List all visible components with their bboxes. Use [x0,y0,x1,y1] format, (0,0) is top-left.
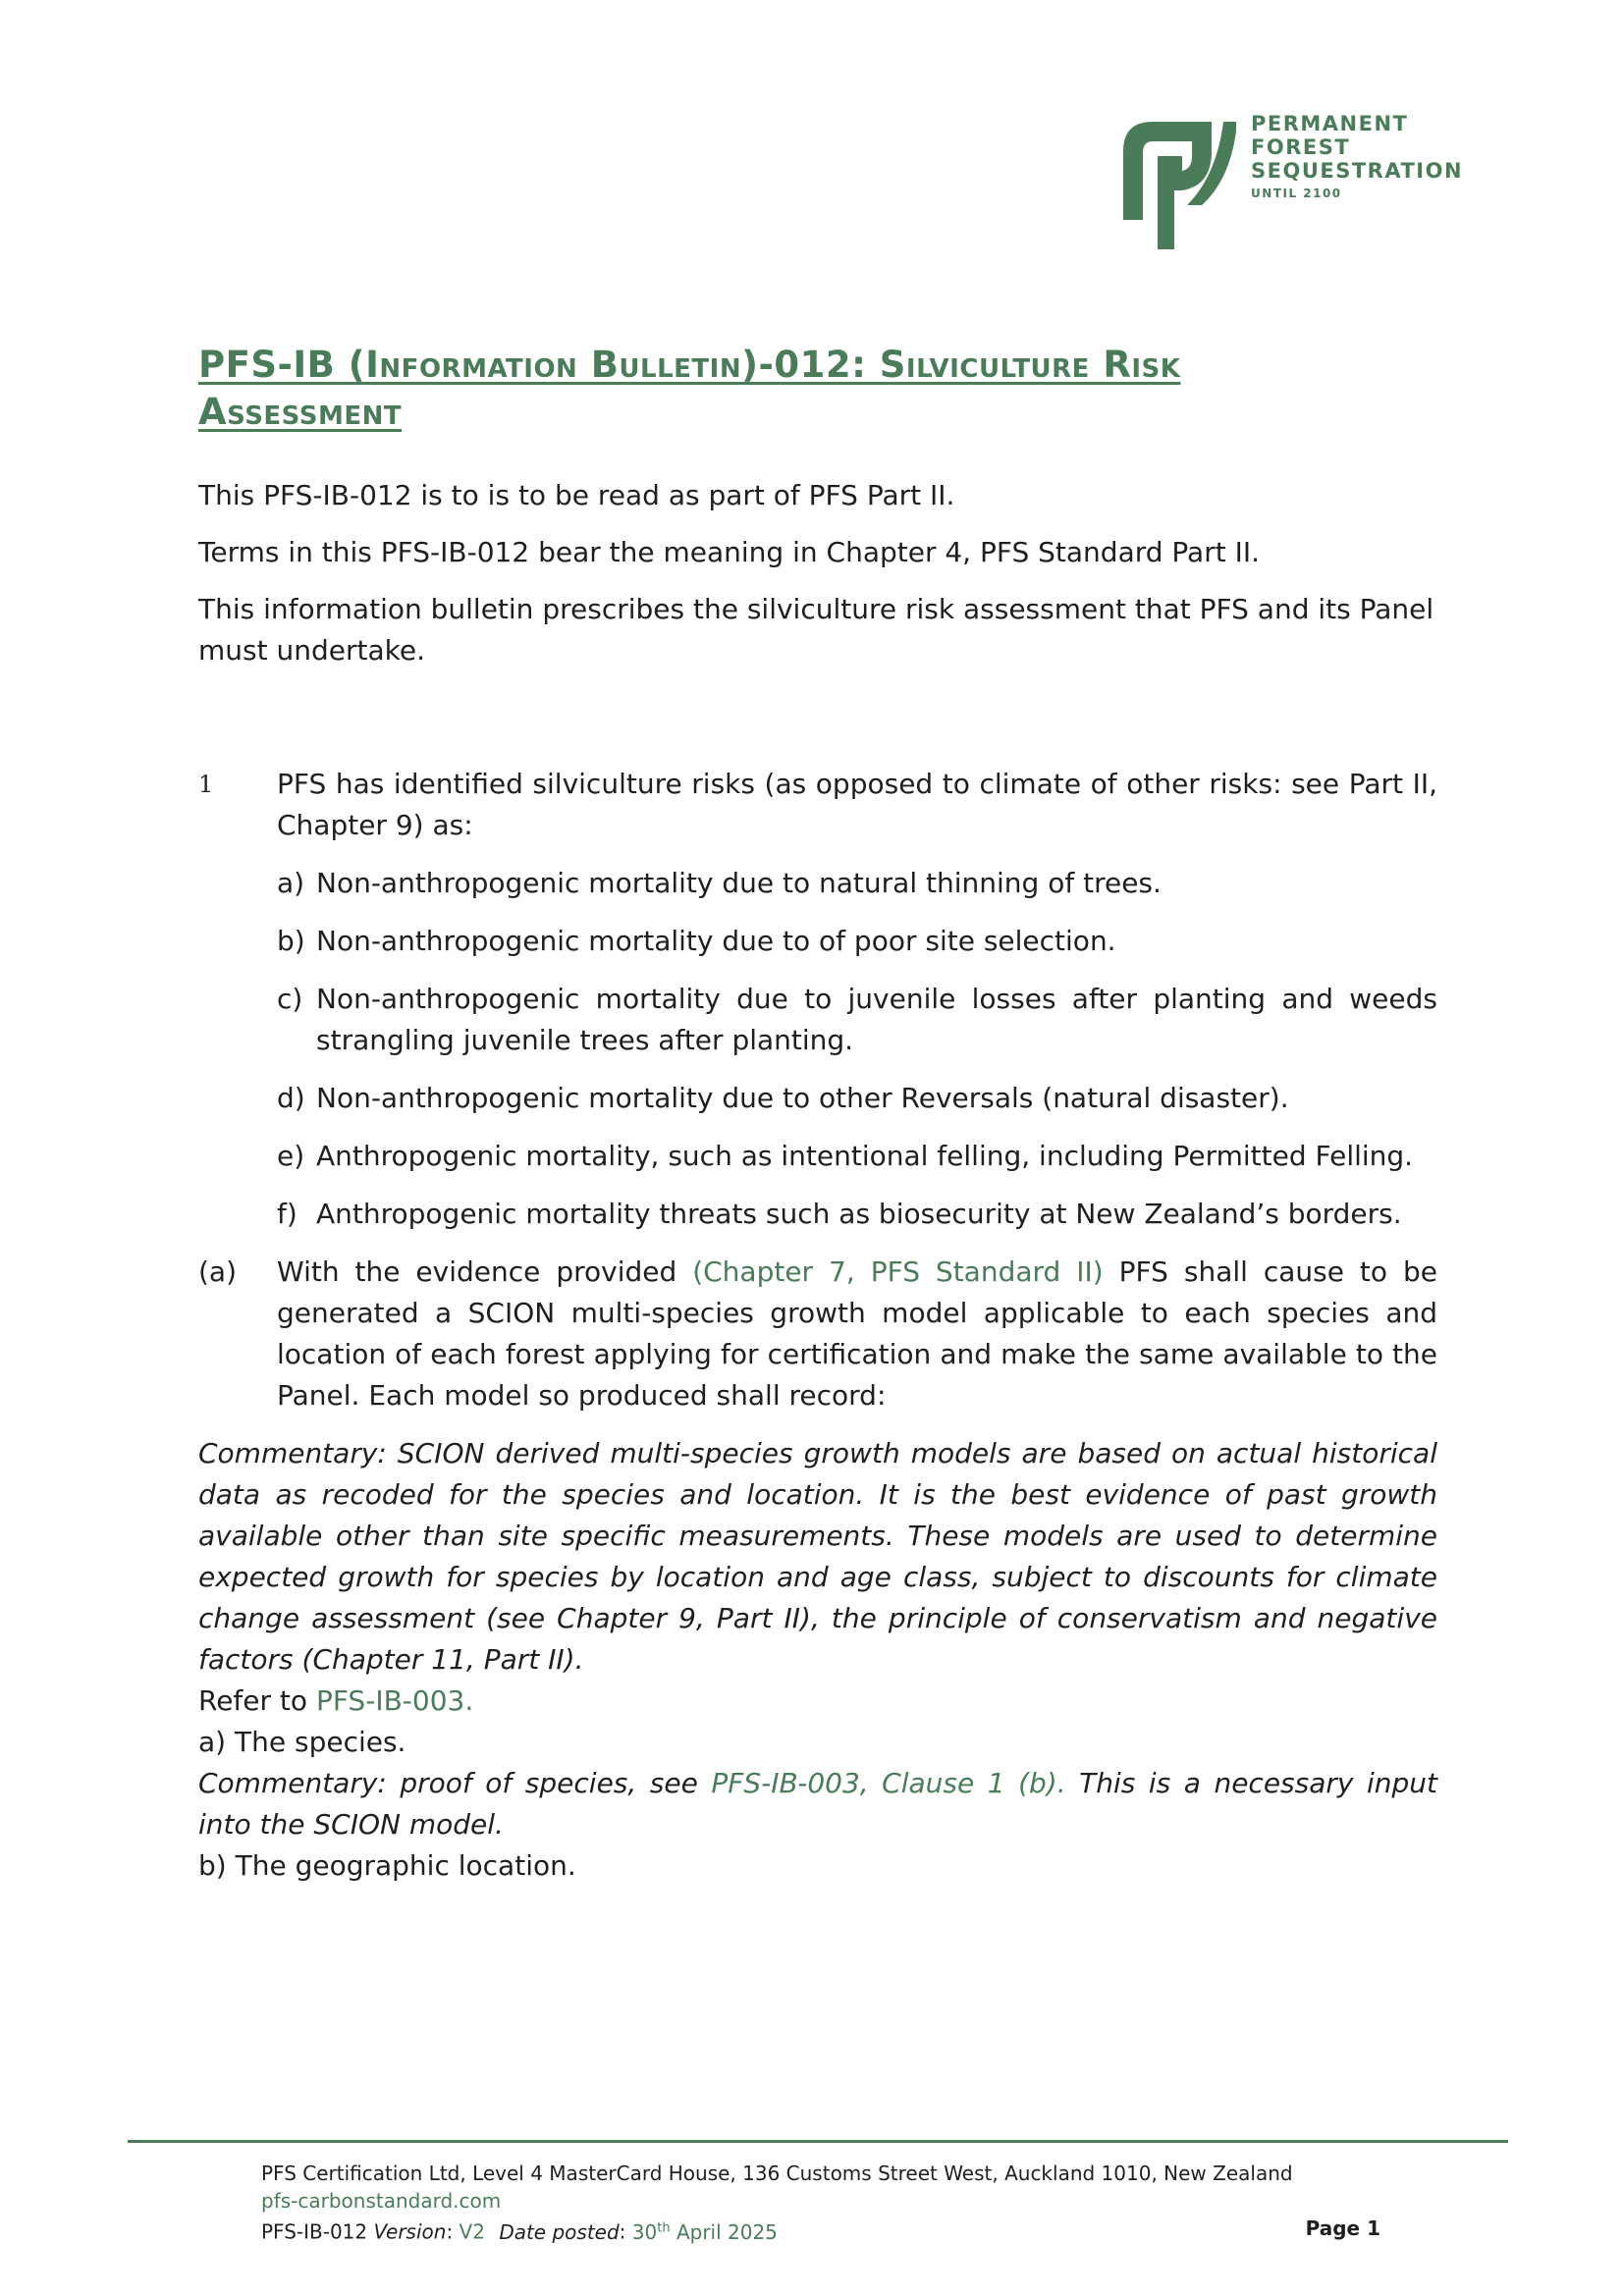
list-item-text: Non-anthropogenic mortality due to of poor site selection. [316,925,1116,957]
list-item-label: e) [277,1140,305,1172]
document-title: PFS-IB (Information Bulletin)-012: Silviculture Risk Assessment [198,344,1181,433]
commentary-text: Commentary: proof of species, see [198,1767,712,1799]
pfs-logo [1113,112,1487,259]
footer-website-link[interactable]: pfs-carbonstandard.com [261,2189,502,2213]
clause-number: (a) [198,1255,238,1288]
sub-item-text: The geographic location. [235,1849,576,1882]
commentary-text: This is a necessary input into the SCION model. [198,1767,1438,1841]
list-item [277,1194,1437,1235]
list-item-label: d) [277,1082,305,1114]
footer-doc-id: PFS-IB-012 [261,2219,368,2244]
clause-number: 1 [198,771,214,798]
list-item-text: Anthropogenic mortality, such as intentional felling, including Permitted Felling. [316,1140,1414,1172]
list-item-label: f) [277,1198,297,1230]
intro [198,475,1437,671]
refer-line [198,1681,1437,1722]
list-item-text: Non-anthropogenic mortality due to natural thinning of trees. [316,867,1162,899]
sub-item-label: b) [198,1849,227,1882]
list-item-label: b) [277,925,305,957]
intro-paragraph: This information bulletin prescribes the silviculture risk assessment that PFS and its Panel must undertake. [198,593,1434,667]
refer-text: Refer to [198,1684,316,1717]
clause-text: PFS has identified silviculture risks (as opposed to climate of other risks: see Part II, Chapter 9) as: [277,768,1437,841]
page-number: Page 1 [1305,2216,1380,2240]
commentary-species [198,1763,1437,1845]
list-item-text: Non-anthropogenic mortality due to other Reversals (natural disaster). [316,1082,1289,1114]
list-item [277,979,1437,1061]
sub-item-a [198,1722,1437,1763]
logo-line-1: PERMANENT [1251,112,1409,135]
clause-text-part: With the evidence provided [277,1255,693,1288]
list-item [277,1078,1437,1119]
footer-version-value: V2 [459,2219,485,2244]
sub-item-b [198,1845,1437,1887]
document-body [198,475,1437,1887]
pfs-ib-003-link[interactable]: PFS-IB-003. [315,1684,474,1717]
sub-item-label: a) [198,1726,227,1758]
list-item [277,1136,1437,1177]
footer-doc-info: PFS-IB-012 Version: V2 Date posted: 30th April 2025 [261,2219,778,2244]
pfs-leaf-logo-icon [1113,112,1241,251]
footer [261,2160,1380,2246]
footer-divider [128,2140,1508,2143]
logo-line-2: FOREST [1251,135,1351,159]
clause-1 [198,764,1437,846]
footer-version-label: Version [373,2219,447,2244]
list-item-label: a) [277,867,305,899]
list-item [277,921,1437,962]
footer-date-value: 30th April 2025 [631,2219,778,2244]
clause-text-part: PFS shall cause to be generated a SCION multi-species growth model applicable to each species and location of each forest applying for certification and make the same available to the Panel. Each model so produced shall record: [277,1255,1437,1412]
sub-item-text: The species. [235,1726,406,1758]
commentary: Commentary: SCION derived multi-species growth models are based on actual historical data as recoded for the species and location. It is the best evidence of past growth available other than site specific measurements. These models are used to determine expected growth for species by location and age class, subject to discounts for climate change assessment (see Chapter 9, Part II), the principle of conservatism and negative factors (Chapter 11, Part II). [198,1437,1437,1676]
list-item [277,863,1437,904]
clause-a [198,1252,1437,1416]
logo-tagline: UNTIL 2100 [1251,187,1342,200]
logo-line-3: SEQUESTRATION [1251,159,1464,183]
clause-text [277,1252,1437,1416]
footer-date-label: Date posted [499,2219,620,2244]
pfs-ib-003-clause-link[interactable]: PFS-IB-003, Clause 1 (b). [711,1767,1066,1799]
list-item-label: c) [277,983,303,1015]
intro-paragraph: Terms in this PFS-IB-012 bear the meaning in Chapter 4, PFS Standard Part II. [198,536,1261,568]
footer-address: PFS Certification Ltd, Level 4 MasterCard House, 136 Customs Street West, Auckland 1010, New Zealand [261,2162,1293,2185]
list-item-text: Non-anthropogenic mortality due to juvenile losses after planting and weeds strangling juvenile trees after planting. [316,983,1437,1056]
intro-paragraph: This PFS-IB-012 is to is to be read as part of PFS Part II. [198,479,955,511]
list-item-text: Anthropogenic mortality threats such as biosecurity at New Zealand’s borders. [316,1198,1402,1230]
chapter-7-reference-link[interactable]: (Chapter 7, PFS Standard II) [692,1255,1104,1288]
